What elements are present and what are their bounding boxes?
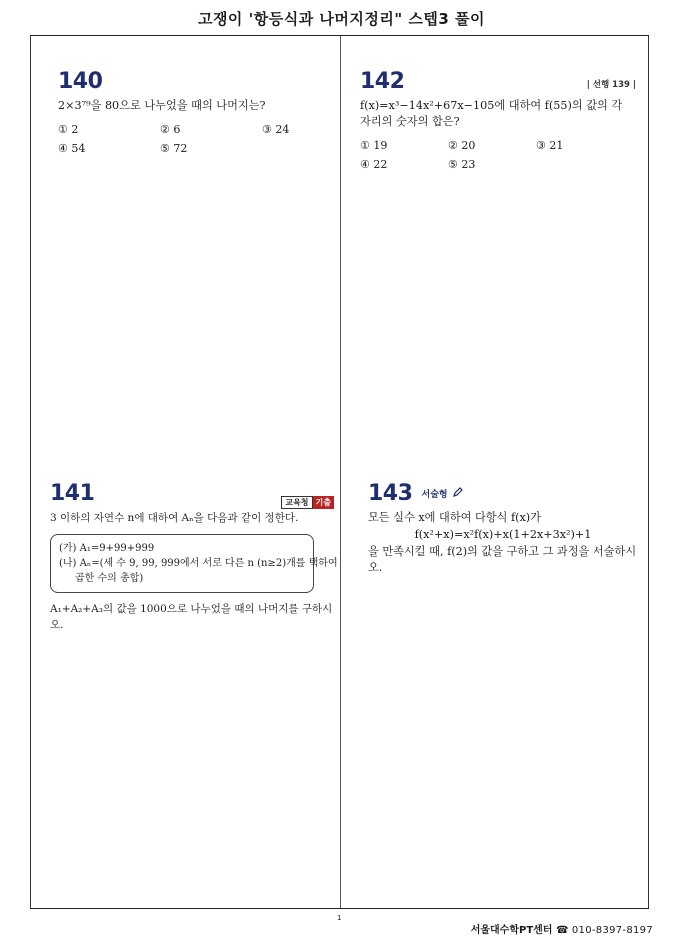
problem-141 [50, 481, 338, 633]
problem-140 [58, 70, 328, 158]
problem-text: 모든 실수 x에 대하여 다항식 f(x)가 [368, 511, 541, 524]
problem-number: 140 [58, 69, 103, 94]
divider-left [30, 36, 31, 908]
choice-4[interactable]: ④ 22 [360, 158, 388, 171]
divider-right [648, 36, 649, 908]
choice-3[interactable]: ③ 24 [262, 123, 290, 136]
choice-3[interactable]: ③ 21 [536, 139, 564, 152]
problem-142 [360, 70, 636, 174]
problem-number: 142 [360, 69, 405, 94]
choice-1[interactable]: ① 19 [360, 139, 388, 152]
source-tag-office: 교육청 [281, 496, 312, 509]
problem-text: 3 이하의 자연수 n에 대하여 Aₙ을 다음과 같이 정한다. [50, 512, 299, 524]
problem-143 [368, 482, 638, 576]
problem-number: 141 [50, 481, 95, 506]
problem-question: A₁+A₂+A₃의 값을 1000으로 나누었을 때의 나머지를 구하시오. [50, 603, 333, 631]
choice-list [58, 120, 328, 158]
problem-text: 2×3⁷⁹을 80으로 나누었을 때의 나머지는? [58, 99, 266, 112]
page-title: 고쟁이 '항등식과 나머지정리" 스텝3 풀이 [197, 10, 486, 28]
problem-number: 143 [368, 481, 413, 506]
worksheet [30, 35, 649, 909]
condition-b: (나) Aₙ=(세 수 9, 99, 999에서 서로 다른 n (n≥2)개를 택하여 [59, 558, 338, 569]
condition-a: (가) A₁=9+99+999 [59, 543, 155, 554]
choice-1[interactable]: ① 2 [58, 123, 79, 136]
choice-2[interactable]: ② 6 [160, 123, 181, 136]
choice-2[interactable]: ② 20 [448, 139, 476, 152]
condition-box [50, 534, 338, 593]
page-number: 1 [337, 914, 342, 922]
condition-b-continued: 곱한 수의 총합) [75, 573, 144, 584]
source-tag-past-exam: 기출 [313, 496, 334, 509]
source-tag [281, 492, 334, 511]
footer [471, 921, 653, 936]
prerequisite-tag: | 선행 139 | [586, 80, 636, 90]
problem-text: f(x)=x³−14x²+67x−105에 대하여 f(55)의 값의 각 자리의 숫자의 합은? [360, 99, 623, 128]
divider-middle [340, 36, 341, 908]
problem-formula: f(x²+x)=x²f(x)+x(1+2x+3x²)+1 [414, 528, 592, 541]
choice-4[interactable]: ④ 54 [58, 142, 86, 155]
footer-phone: 010-8397-8197 [571, 925, 653, 936]
choice-5[interactable]: ⑤ 72 [160, 142, 188, 155]
choice-list [360, 136, 636, 174]
pencil-icon [453, 487, 463, 497]
choice-5[interactable]: ⑤ 23 [448, 158, 476, 171]
problem-text-continued: 을 만족시킬 때, f(2)의 값을 구하고 그 과정을 서술하시오. [368, 545, 637, 574]
footer-brand: 서울대수학PT센터 ☎ [470, 925, 569, 936]
essay-badge: 서술형 [421, 490, 448, 500]
